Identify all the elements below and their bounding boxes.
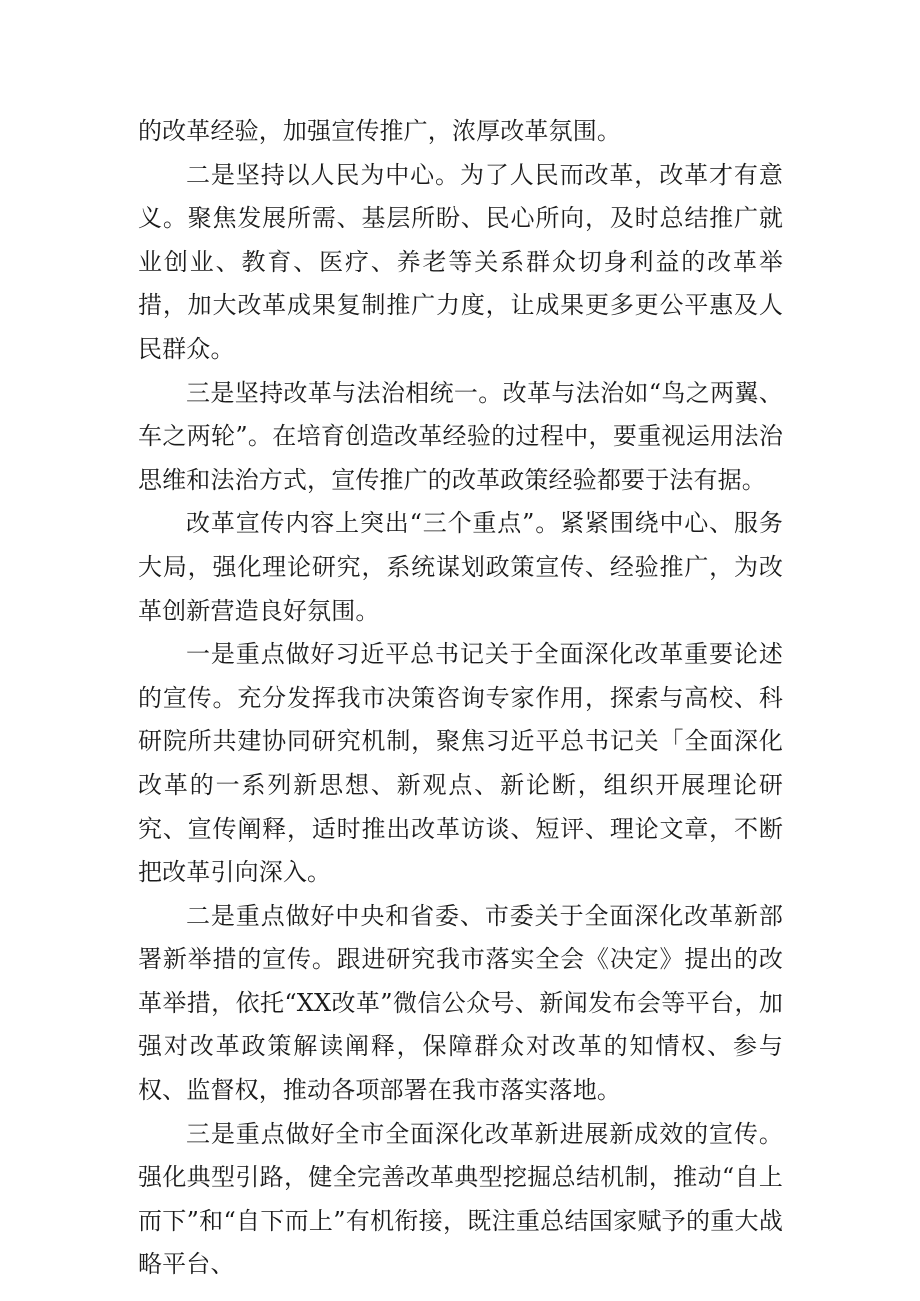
document-body [138,110,783,1287]
paragraph-rule-of-law: 三是坚持改革与法治相统一。改革与法治如“鸟之两翼、车之两轮”。在培育创造改革经验的过程中，要重视运用法治思维和法治方式，宣传推广的改革政策经验都要于法有据。 [138,378,783,494]
paragraph-continuation: 的改革经验，加强宣传推广，浓厚改革氛围。 [138,117,621,145]
paragraph-people-centered: 二是坚持以人民为中心。为了人民而改革，改革才有意义。聚焦发展所需、基层所盼、民心所向，及时总结推广就业创业、教育、医疗、养老等关系群众切身利益的改革举措，加大改革成果复制推广力度，让成果更多更公平惠及人民群众。 [138,160,783,363]
paragraph-three-focuses: 改革宣传内容上突出“三个重点”。紧紧围绕中心、服务大局，强化理论研究，系统谋划政策宣传、经验推广，为改革创新营造良好氛围。 [138,509,783,625]
paragraph-focus-one: 一是重点做好习近平总书记关于全面深化改革重要论述的宣传。充分发挥我市决策咨询专家作用，探索与高校、科研院所共建协同研究机制，聚焦习近平总书记关「全面深化改革的一系列新思想、新观点、新论断，组织开展理论研究、宣传阐释，适时推出改革访谈、短评、理论文章，不断把改革引向深入。 [138,640,783,887]
paragraph-focus-three: 三是重点做好全市全面深化改革新进展新成效的宣传。强化典型引路，健全完善改革典型挖掘总结机制，推动“自上而下”和“自下而上”有机衔接，既注重总结国家赋予的重大战略平台、 [138,1119,783,1279]
paragraph-focus-two: 二是重点做好中央和省委、市委关于全面深化改革新部署新举措的宣传。跟进研究我市落实全会《决定》提出的改革举措，依托“XX改革”微信公众号、新闻发布会等平台，加强对改革政策解读阐释，保障群众对改革的知情权、参与权、监督权，推动各项部署在我市落实落地。 [138,901,783,1105]
